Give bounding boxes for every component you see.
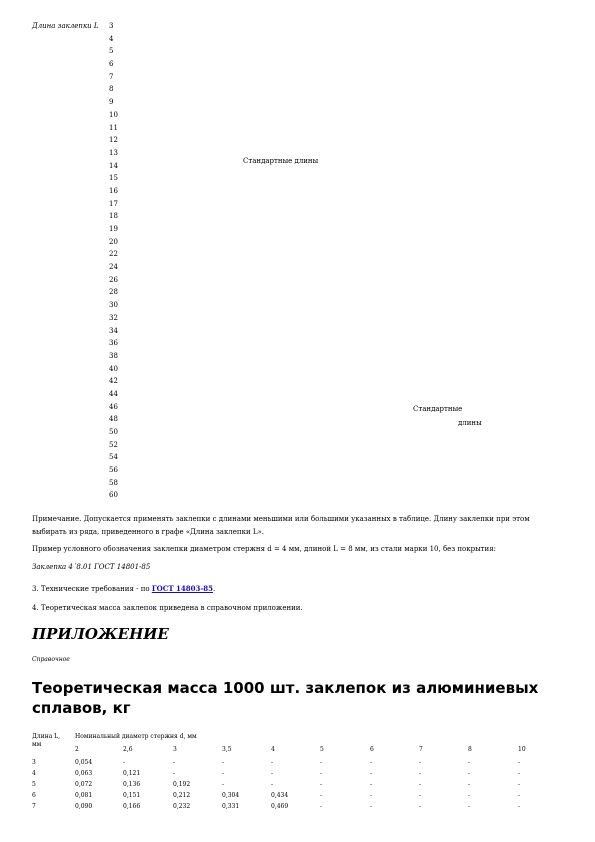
length-value: 38 [109, 351, 118, 360]
mass-cell: - [271, 781, 274, 788]
length-value: 58 [109, 478, 118, 487]
mass-cell: 0,232 [173, 803, 191, 810]
mass-cell: - [468, 792, 471, 799]
length-value: 18 [109, 212, 118, 221]
length-value: 46 [109, 402, 118, 411]
length-value: 8 [109, 85, 114, 94]
length-value: 9 [109, 98, 114, 107]
mass-cell: - [173, 770, 176, 777]
mass-cell: - [320, 781, 323, 788]
diameter-header: 4 [271, 746, 275, 753]
appendix-title: ПРИЛОЖЕНИЕ [32, 625, 169, 643]
length-value: 4 [109, 34, 114, 43]
length-value: 50 [109, 428, 118, 436]
mass-cell: - [419, 792, 422, 799]
diameter-header: 5 [320, 746, 324, 753]
length-value: 16 [109, 186, 118, 195]
mass-cell: 0,304 [222, 792, 240, 799]
mass-cell: 0,090 [75, 803, 93, 810]
mass-cell: - [419, 770, 422, 777]
example-paragraph: Пример условного обозначения заклепки диаметром стержня d = 4 мм, длиной L = 8 мм, из стали марки 10, без покрытия: [32, 545, 496, 553]
mass-cell: - [468, 803, 471, 810]
mass-cell: 0,212 [173, 792, 191, 799]
standard-lengths-label-2b: длины [458, 419, 482, 427]
length-column-label: Длина заклепки L [32, 22, 99, 30]
length-value: 3 [109, 22, 114, 30]
length-value: 17 [109, 199, 118, 208]
mass-cell: - [518, 770, 521, 777]
length-value: 54 [109, 453, 118, 462]
mass-cell: - [468, 770, 471, 777]
mass-cell: - [370, 770, 373, 777]
mass-cell: - [419, 803, 422, 810]
mass-cell: - [320, 803, 323, 810]
mass-cell: - [518, 803, 521, 810]
length-value: 7 [109, 72, 114, 81]
length-value: 11 [109, 123, 118, 132]
standard-lengths-label-1: Стандартные длины [243, 157, 319, 165]
diameter-header: 8 [468, 746, 472, 753]
length-value: 5 [109, 47, 114, 56]
length-value: 20 [109, 237, 118, 246]
mass-row-length: 4 [32, 770, 36, 777]
mass-cell: - [271, 770, 274, 777]
length-value: 30 [109, 301, 118, 310]
length-value: 28 [109, 288, 118, 297]
mass-cell: - [173, 759, 176, 766]
mass-row-length: 5 [32, 781, 36, 788]
mass-table-diameter-label: Номинальный диаметр стержня d, мм [75, 733, 197, 740]
length-value: 56 [109, 466, 118, 475]
mass-table-length-header: Длина L, [32, 733, 61, 740]
mass-cell: 0,063 [75, 770, 93, 777]
mass-table-heading: Теоретическая масса 1000 шт. заклепок из алюминиевых сплавов, кг [32, 679, 539, 717]
mass-cell: - [419, 759, 422, 766]
mass-cell: 0,081 [75, 792, 93, 799]
mass-cell: - [468, 781, 471, 788]
mass-row-length: 3 [32, 759, 36, 766]
tech-requirements-prefix: 3. Технические требования - по [32, 585, 150, 593]
mass-cell: - [320, 792, 323, 799]
length-value: 40 [109, 364, 118, 373]
length-value: 34 [109, 326, 118, 335]
length-value: 12 [109, 136, 118, 145]
mass-cell: 0,072 [75, 781, 93, 788]
mass-cell: - [518, 792, 521, 799]
diameter-header: 3 [173, 746, 177, 753]
mass-cell: - [468, 759, 471, 766]
length-value: 14 [109, 161, 118, 170]
tech-requirements-suffix: . [212, 585, 216, 593]
mass-cell: - [518, 759, 521, 766]
length-value: 32 [109, 313, 118, 322]
tech-requirements-paragraph [32, 582, 552, 596]
mass-cell: - [123, 759, 126, 766]
length-values-list [109, 22, 118, 504]
mass-cell: - [222, 781, 225, 788]
mass-cell: - [370, 781, 373, 788]
diameter-header: 2,6 [123, 746, 133, 753]
mass-cell: - [370, 792, 373, 799]
mass-cell: 0,136 [123, 781, 141, 788]
length-value: 48 [109, 415, 118, 424]
length-value: 44 [109, 389, 118, 398]
mass-cell: - [271, 759, 274, 766]
mass-cell: - [518, 781, 521, 788]
mass-cell: 0,151 [123, 792, 141, 799]
diameter-header: 3,5 [222, 746, 232, 753]
length-value: 26 [109, 275, 118, 284]
reference-label: Справочное [32, 656, 70, 663]
gost-link[interactable]: ГОСТ 14803-85 [151, 584, 213, 593]
length-value: 13 [109, 148, 118, 157]
mass-cell: 0,192 [173, 781, 191, 788]
mass-cell: 0,331 [222, 803, 240, 810]
mass-cell: 0,121 [123, 770, 141, 777]
mass-row-length: 7 [32, 803, 36, 810]
mass-table-length-unit: мм [32, 741, 42, 748]
mass-cell: - [222, 759, 225, 766]
standard-lengths-label-2a: Стандартные [413, 405, 463, 413]
mass-cell: - [222, 770, 225, 777]
mass-cell: 0,469 [271, 803, 289, 810]
length-value: 15 [109, 174, 118, 183]
mass-cell: - [320, 759, 323, 766]
length-value: 36 [109, 339, 118, 348]
diameter-header: 7 [419, 746, 423, 753]
mass-cell: - [320, 770, 323, 777]
note-paragraph: Примечание. Допускается применять заклепки с длинами меньшими или большими указанных в таблице. Длину заклепки при этом выбирать из ряда, приведенного в графе «Длина заклепки L». [32, 515, 530, 536]
mass-row-length: 6 [32, 792, 36, 799]
length-value: 6 [109, 60, 114, 69]
mass-cell: - [370, 759, 373, 766]
mass-cell: - [370, 803, 373, 810]
length-value: 60 [109, 491, 118, 500]
length-value: 19 [109, 225, 118, 233]
length-value: 24 [109, 263, 118, 272]
length-value: 10 [109, 110, 118, 119]
designation-example: Заклепка 4´8.01 ГОСТ 14801-85 [32, 563, 151, 571]
length-value: 42 [109, 377, 118, 386]
length-value: 52 [109, 440, 118, 449]
length-value: 22 [109, 250, 118, 259]
mass-cell: 0,434 [271, 792, 289, 799]
mass-cell: 0,166 [123, 803, 141, 810]
mass-cell: 0,054 [75, 759, 93, 766]
mass-cell: - [419, 781, 422, 788]
theoretical-mass-note: 4. Теоретическая масса заклепок приведена в справочном приложении. [32, 604, 303, 612]
diameter-header: 6 [370, 746, 374, 753]
diameter-header: 10 [518, 746, 526, 753]
diameter-header: 2 [75, 746, 79, 753]
